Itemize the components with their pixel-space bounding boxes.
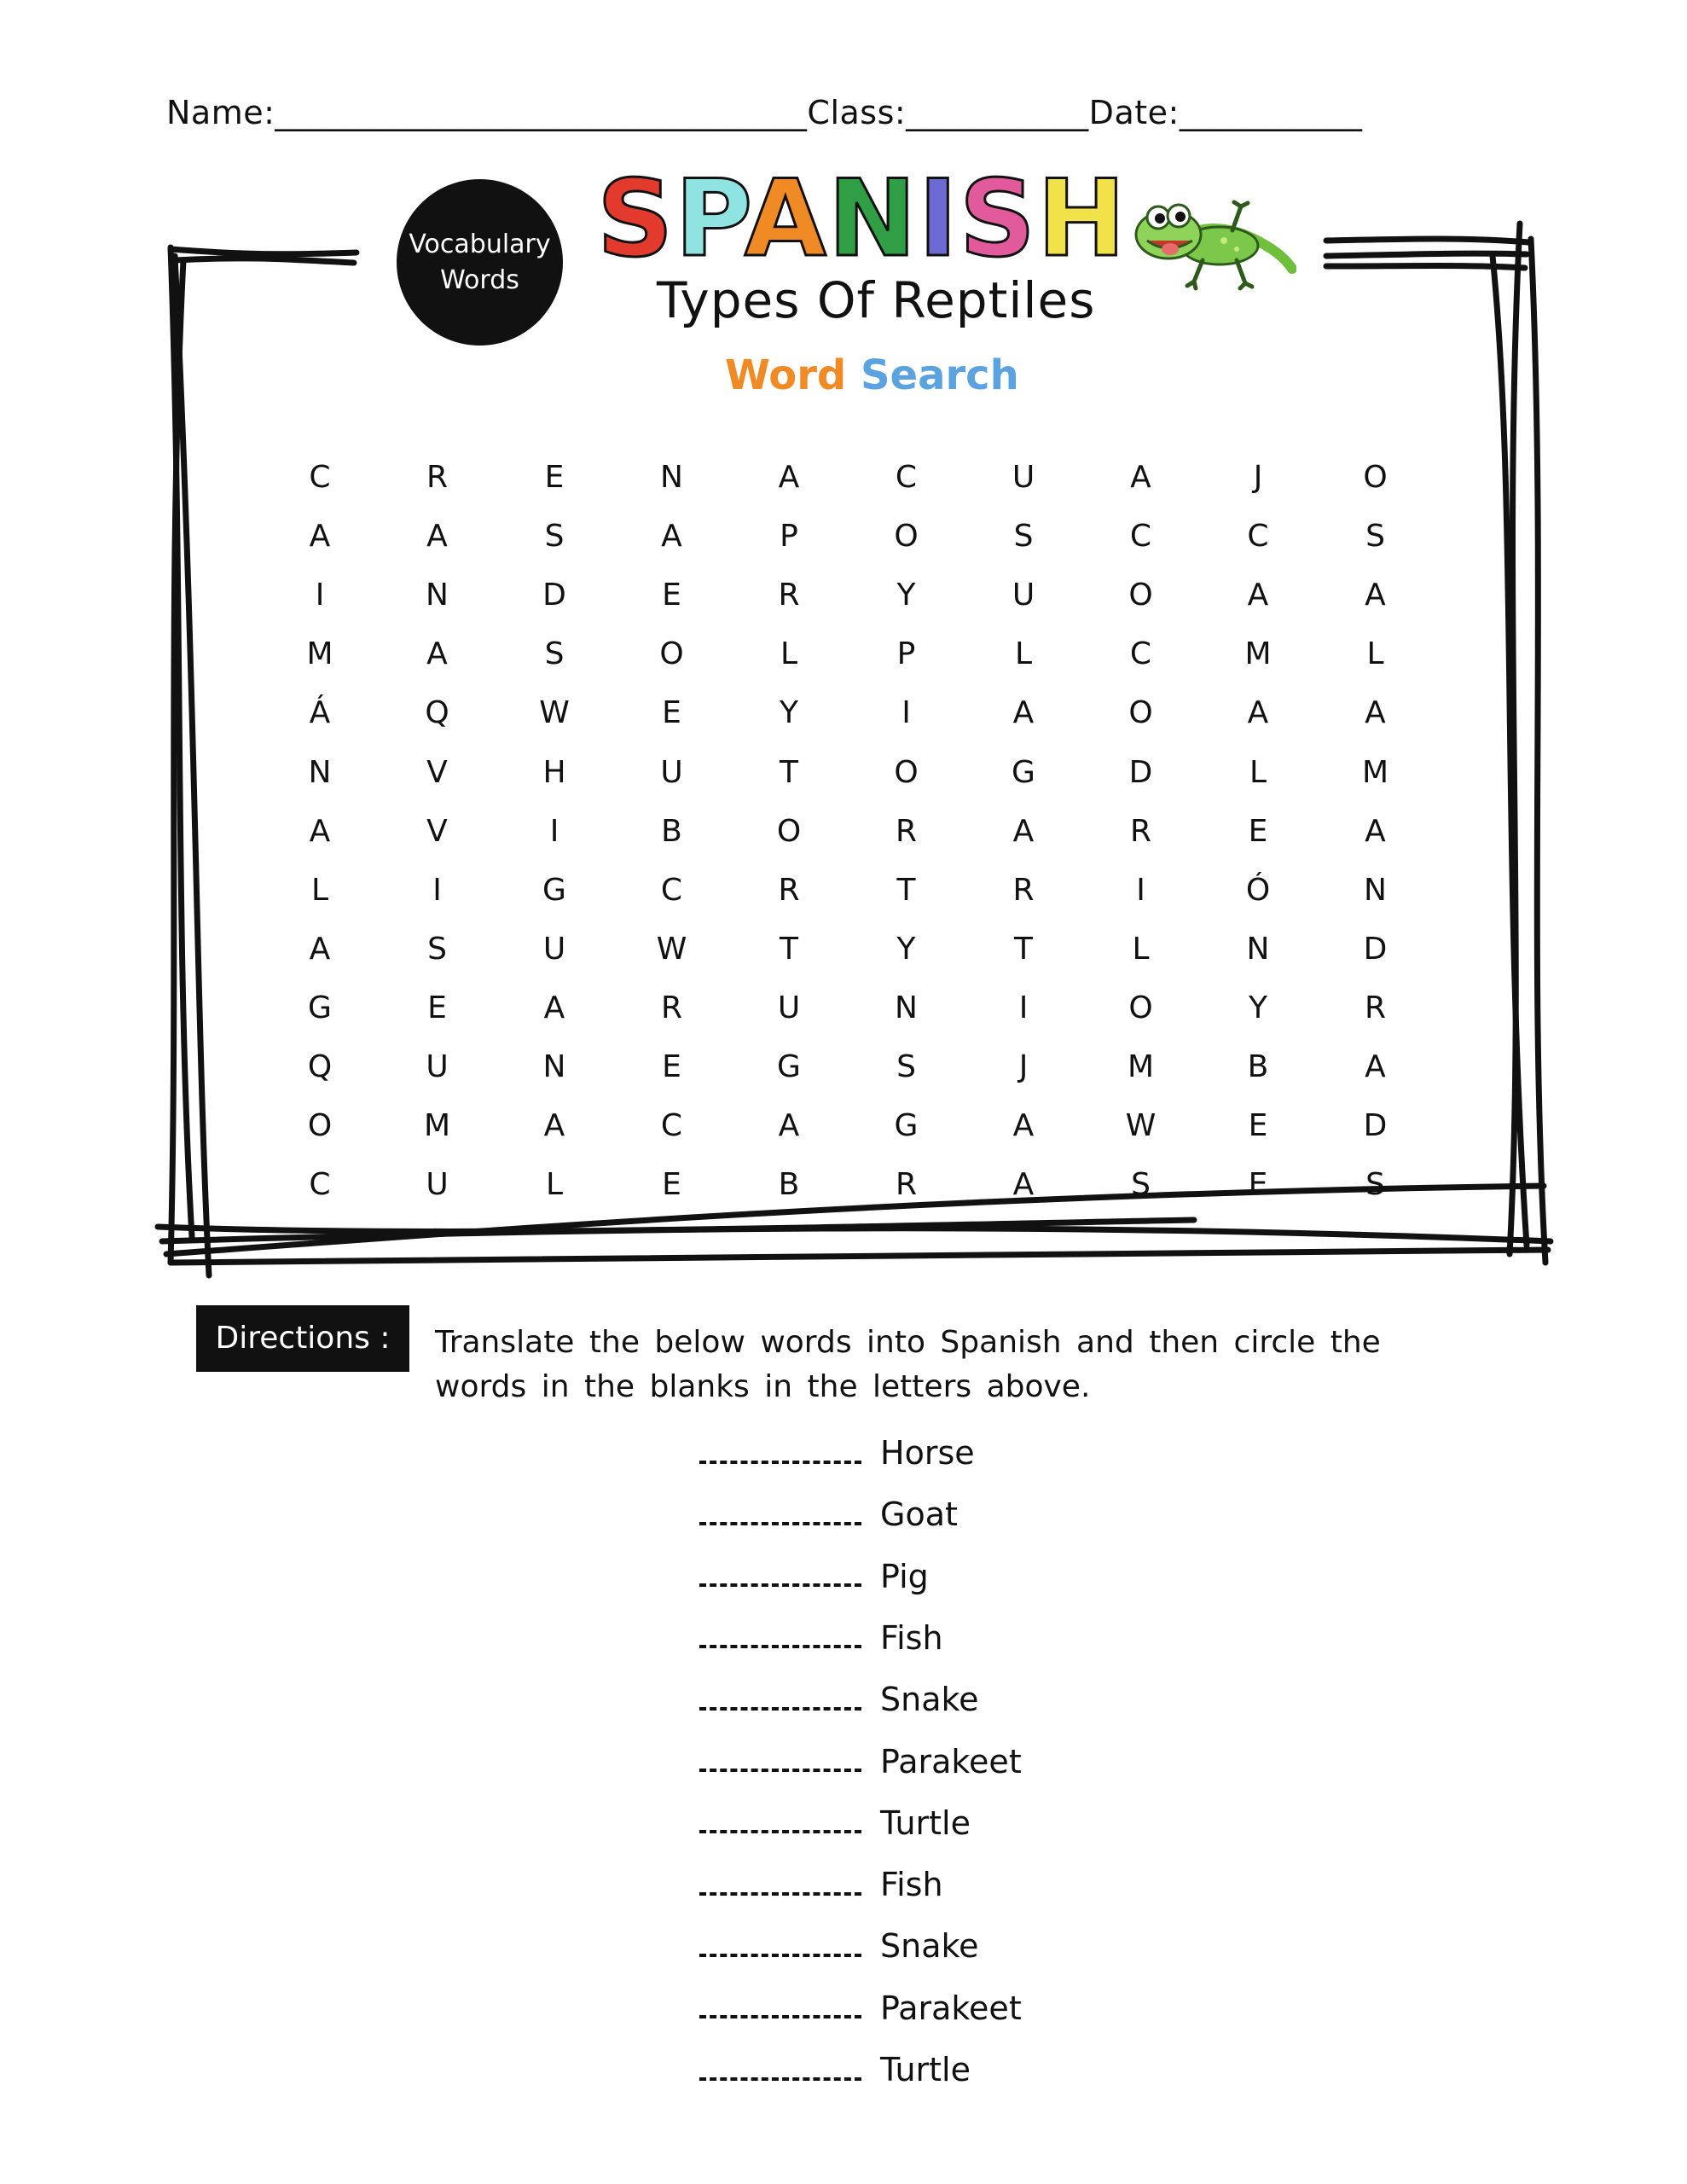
grid-letter[interactable]: A xyxy=(543,1108,565,1144)
grid-letter[interactable]: M xyxy=(306,636,333,672)
grid-letter[interactable]: L xyxy=(1249,754,1267,790)
grid-letter[interactable]: C xyxy=(309,460,331,495)
english-word: Goat xyxy=(880,1496,958,1534)
word-row xyxy=(699,1802,971,1844)
grid-letter[interactable]: A xyxy=(1247,695,1269,731)
grid-letter[interactable]: E xyxy=(1248,813,1268,849)
grid-letter[interactable]: A xyxy=(1012,813,1035,849)
grid-letter[interactable]: R xyxy=(1129,813,1151,849)
grid-letter[interactable]: S xyxy=(1131,1167,1151,1203)
grid-letter[interactable]: A xyxy=(543,990,565,1025)
grid-letter[interactable]: A xyxy=(1012,1167,1035,1203)
grid-letter[interactable]: B xyxy=(1247,1049,1269,1084)
grid-letter[interactable]: A xyxy=(309,813,331,849)
grid-letter[interactable]: G xyxy=(542,872,566,908)
grid-letter[interactable]: S xyxy=(1365,1167,1385,1203)
grid-letter[interactable]: E xyxy=(1248,1167,1268,1203)
answer-blank[interactable] xyxy=(699,1522,861,1525)
grid-letter[interactable]: S xyxy=(896,1049,916,1084)
grid-letter[interactable]: I xyxy=(1018,990,1029,1025)
grid-letter[interactable]: U xyxy=(1012,578,1035,613)
answer-blank[interactable] xyxy=(699,1769,861,1772)
grid-letter[interactable]: I xyxy=(432,872,442,908)
grid-letter[interactable]: U xyxy=(542,931,566,967)
grid-letter[interactable]: L xyxy=(1366,636,1384,672)
grid-letter[interactable]: O xyxy=(894,519,919,555)
grid-letter[interactable]: R xyxy=(895,1167,917,1203)
grid-letter[interactable]: O xyxy=(776,813,802,849)
grid-letter[interactable]: V xyxy=(426,754,448,790)
grid-letter[interactable]: A xyxy=(309,519,331,555)
grid-letter[interactable]: U xyxy=(660,754,683,790)
grid-letter[interactable]: D xyxy=(1363,931,1388,967)
grid-letter[interactable]: S xyxy=(544,636,565,672)
grid-letter[interactable]: A xyxy=(1365,813,1386,849)
grid-letter[interactable]: M xyxy=(1361,754,1389,790)
grid-letter[interactable]: A xyxy=(1130,460,1151,495)
grid-letter[interactable]: E xyxy=(1248,1108,1268,1144)
grid-letter[interactable]: O xyxy=(307,1108,333,1144)
grid-letter[interactable]: W xyxy=(656,931,687,967)
english-word: Snake xyxy=(880,1681,979,1719)
grid-letter[interactable]: N xyxy=(542,1049,566,1084)
grid-letter[interactable]: Y xyxy=(1249,990,1267,1025)
grid-letter[interactable]: E xyxy=(662,1167,681,1203)
grid-letter[interactable]: C xyxy=(660,1108,683,1144)
grid-letter[interactable]: E xyxy=(544,460,565,495)
title-letter: H xyxy=(1037,158,1128,281)
grid-letter[interactable]: A xyxy=(661,519,682,555)
grid-letter[interactable]: J xyxy=(1018,1049,1029,1084)
word-row xyxy=(699,1925,979,1967)
grid-letter[interactable]: Q xyxy=(425,695,449,731)
answer-blank[interactable] xyxy=(699,2077,861,2081)
grid-letter[interactable]: N xyxy=(308,754,332,790)
word-row xyxy=(699,1863,943,1906)
grid-letter[interactable]: U xyxy=(777,990,801,1025)
word-row xyxy=(699,1555,929,1598)
grid-letter[interactable]: A xyxy=(1247,578,1269,613)
grid-letter[interactable]: L xyxy=(1132,931,1150,967)
grid-letter[interactable]: N xyxy=(1364,872,1387,908)
grid-letter[interactable]: T xyxy=(780,931,798,967)
grid-letter[interactable]: L xyxy=(310,872,329,908)
english-word: Pig xyxy=(880,1557,929,1595)
grid-letter[interactable]: E xyxy=(662,1049,681,1084)
english-word: Snake xyxy=(880,1927,979,1966)
gecko-icon xyxy=(1126,188,1296,299)
grid-letter[interactable]: G xyxy=(894,1108,919,1144)
grid-letter[interactable]: S xyxy=(1013,519,1034,555)
word-row xyxy=(699,1678,979,1721)
grid-letter[interactable]: R xyxy=(778,872,800,908)
word-search-label-search: Search xyxy=(860,351,1019,399)
grid-letter[interactable]: I xyxy=(315,578,325,613)
grid-letter[interactable]: Y xyxy=(780,695,798,731)
grid-letter[interactable]: N xyxy=(1246,931,1270,967)
grid-letter[interactable]: T xyxy=(780,754,798,790)
title-letter: A xyxy=(744,158,828,281)
grid-letter[interactable]: Y xyxy=(896,931,916,967)
grid-letter[interactable]: R xyxy=(426,460,448,495)
badge-line-2: Words xyxy=(440,264,519,295)
english-word: Parakeet xyxy=(880,1742,1022,1780)
subtitle: Types Of Reptiles xyxy=(657,271,1096,329)
grid-letter[interactable]: B xyxy=(661,813,682,849)
grid-letter[interactable]: G xyxy=(1012,754,1035,790)
grid-letter[interactable]: N xyxy=(426,578,449,613)
grid-letter[interactable]: O xyxy=(1128,695,1153,731)
word-row xyxy=(699,1493,958,1536)
word-row xyxy=(699,1432,975,1474)
grid-letter[interactable]: G xyxy=(308,990,332,1025)
grid-letter[interactable]: S xyxy=(1365,519,1385,555)
word-search-label xyxy=(725,351,1019,399)
grid-letter[interactable]: A xyxy=(309,931,331,967)
grid-letter[interactable]: A xyxy=(426,519,448,555)
title-letter: P xyxy=(675,158,745,281)
directions-text: Translate the below words into Spanish and then circle the words in the blanks in the letters above. xyxy=(435,1325,1381,1404)
grid-letter[interactable]: W xyxy=(539,695,570,731)
grid-letter[interactable]: I xyxy=(901,695,911,731)
grid-letter[interactable]: C xyxy=(895,460,918,495)
grid-letter[interactable]: C xyxy=(660,872,683,908)
grid-letter[interactable]: U xyxy=(426,1167,449,1203)
grid-letter[interactable]: Ó xyxy=(1245,872,1271,908)
grid-letter[interactable]: A xyxy=(1012,1108,1035,1144)
grid-letter[interactable]: E xyxy=(662,578,681,613)
grid-letter[interactable]: T xyxy=(896,872,916,908)
grid-letter[interactable]: A xyxy=(1012,695,1035,731)
grid-letter[interactable]: O xyxy=(894,754,919,790)
grid-letter[interactable]: Á xyxy=(309,695,331,731)
english-word: Turtle xyxy=(880,1804,971,1842)
grid-letter[interactable]: O xyxy=(1128,578,1153,613)
grid-letter[interactable]: C xyxy=(1247,519,1269,555)
grid-letter[interactable]: A xyxy=(778,460,800,495)
title-letter: I xyxy=(918,158,959,281)
grid-letter[interactable]: N xyxy=(895,990,918,1025)
english-word: Horse xyxy=(880,1434,975,1472)
grid-letter[interactable]: A xyxy=(1365,1049,1386,1084)
grid-letter[interactable]: R xyxy=(778,578,800,613)
grid-letter[interactable]: R xyxy=(660,990,682,1025)
title-letter: N xyxy=(827,158,919,281)
grid-letter[interactable]: A xyxy=(426,636,448,672)
grid-letter[interactable]: S xyxy=(427,931,447,967)
answer-blank[interactable] xyxy=(699,2015,861,2018)
grid-letter[interactable]: D xyxy=(1363,1108,1388,1144)
grid-letter[interactable]: O xyxy=(1363,460,1388,495)
answer-blank[interactable] xyxy=(699,1645,861,1648)
grid-letter[interactable]: B xyxy=(778,1167,800,1203)
grid-letter[interactable]: D xyxy=(1128,754,1153,790)
grid-letter[interactable]: C xyxy=(309,1167,331,1203)
grid-letter[interactable]: C xyxy=(1129,636,1152,672)
grid-letter[interactable]: A xyxy=(1365,695,1386,731)
grid-letter[interactable]: J xyxy=(1253,460,1263,495)
grid-letter[interactable]: R xyxy=(895,813,917,849)
title-letter: S xyxy=(597,158,675,281)
english-word: Fish xyxy=(880,1866,943,1904)
grid-letter[interactable]: E xyxy=(427,990,447,1025)
grid-letter[interactable]: A xyxy=(778,1108,800,1144)
grid-letter[interactable]: H xyxy=(542,754,566,790)
grid-letter[interactable]: I xyxy=(549,813,559,849)
vocabulary-words-badge xyxy=(397,179,563,346)
grid-letter[interactable]: O xyxy=(659,636,684,672)
grid-letter[interactable]: R xyxy=(1364,990,1386,1025)
grid-letter[interactable]: G xyxy=(777,1049,801,1084)
grid-letter[interactable]: U xyxy=(1012,460,1035,495)
grid-letter[interactable]: O xyxy=(1128,990,1153,1025)
grid-letter[interactable]: L xyxy=(1014,636,1033,672)
grid-letter[interactable]: M xyxy=(1244,636,1272,672)
grid-letter[interactable]: M xyxy=(1127,1049,1155,1084)
grid-letter[interactable]: V xyxy=(426,813,448,849)
grid-letter[interactable]: I xyxy=(1136,872,1145,908)
grid-letter[interactable]: R xyxy=(1012,872,1035,908)
grid-letter[interactable]: W xyxy=(1125,1108,1157,1144)
grid-letter[interactable]: D xyxy=(542,578,566,613)
grid-letter[interactable]: A xyxy=(1365,578,1386,613)
grid-letter[interactable]: N xyxy=(660,460,683,495)
english-word: Parakeet xyxy=(880,1989,1022,2027)
word-row xyxy=(699,1740,1022,1783)
grid-letter[interactable]: U xyxy=(426,1049,449,1084)
title-letter: S xyxy=(959,158,1038,281)
grid-letter[interactable]: T xyxy=(1014,931,1033,967)
grid-letter[interactable]: Y xyxy=(896,578,916,613)
grid-letter[interactable]: E xyxy=(662,695,681,731)
word-search-label-word: Word xyxy=(725,351,847,399)
grid-letter[interactable]: L xyxy=(545,1167,564,1203)
directions-label: Directions : xyxy=(196,1305,409,1372)
english-word: Turtle xyxy=(880,2051,971,2088)
english-word: Fish xyxy=(880,1618,943,1657)
word-row xyxy=(699,1987,1022,2030)
answer-blank[interactable] xyxy=(699,1954,861,1957)
grid-letter[interactable]: C xyxy=(1129,519,1152,555)
word-row xyxy=(699,1617,943,1659)
answer-blank[interactable] xyxy=(699,1892,861,1896)
word-row xyxy=(699,2048,971,2091)
answer-blank[interactable] xyxy=(699,1707,861,1711)
grid-letter[interactable]: M xyxy=(423,1108,451,1144)
grid-letter[interactable]: P xyxy=(780,519,798,555)
answer-blank[interactable] xyxy=(699,1461,861,1464)
grid-letter[interactable]: Q xyxy=(307,1049,333,1084)
answer-blank[interactable] xyxy=(699,1830,861,1833)
header-line: Name:________________________________Class:___________Date:___________ xyxy=(166,94,1363,131)
title-spanish xyxy=(597,158,1128,281)
answer-blank[interactable] xyxy=(699,1583,861,1587)
badge-line-1: Vocabulary xyxy=(409,229,551,259)
grid-letter[interactable]: L xyxy=(780,636,798,672)
grid-letter[interactable]: P xyxy=(896,636,916,672)
grid-letter[interactable]: S xyxy=(544,519,565,555)
